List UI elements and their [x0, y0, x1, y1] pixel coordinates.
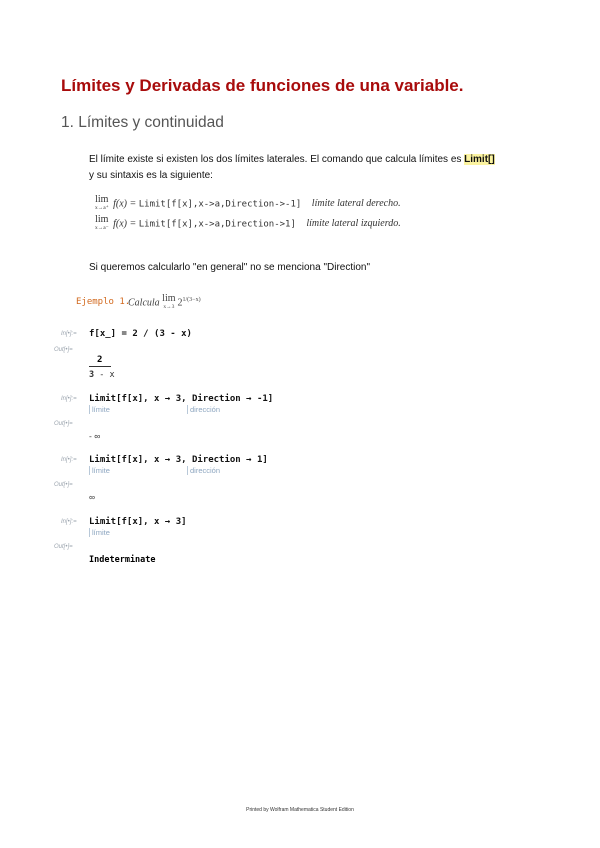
- formula-code: Limit[f[x],x->a,Direction->1]: [138, 219, 296, 230]
- example-text: Calcula: [128, 297, 160, 309]
- limit-command-highlight: Limit[]: [464, 154, 495, 165]
- fx-text: f(x) =: [113, 218, 139, 230]
- example-exponent: 1/(3−x): [182, 296, 201, 303]
- print-footer: Printed by Wolfram Mathematica Student Edition: [246, 807, 354, 813]
- section-heading: 1. Límites y continuidad: [61, 114, 224, 131]
- fraction-numerator: 2: [97, 355, 103, 365]
- output-result: ∞: [89, 492, 96, 502]
- output-label: Out[•]=: [54, 347, 73, 353]
- hint-limit: límite: [89, 528, 110, 537]
- example-statement: [128, 295, 201, 311]
- output-label: Out[•]=: [54, 421, 73, 427]
- formula-code: Limit[f[x],x->a,Direction->-1]: [138, 199, 302, 210]
- example-label: Ejemplo 1.: [76, 297, 131, 307]
- input-code-limit-left[interactable]: Limit[f[x], x → 3, Direction → 1]: [89, 455, 268, 465]
- hint-limit: límite: [89, 405, 110, 414]
- hint-direction: dirección: [187, 466, 220, 475]
- input-label: In[•]:=: [61, 519, 77, 525]
- general-note: Si queremos calcularlo "en general" no se menciona "Direction": [89, 262, 371, 273]
- fraction-denominator: 3 - x: [89, 370, 115, 380]
- example-lim: lim x→3: [162, 293, 176, 310]
- input-code-limit-general[interactable]: Limit[f[x], x → 3]: [89, 517, 187, 527]
- input-code-limit-right[interactable]: Limit[f[x], x → 3, Direction → -1]: [89, 394, 274, 404]
- formula-description: límite lateral derecho.: [311, 198, 401, 210]
- example-base: 2: [177, 297, 183, 309]
- output-label: Out[•]=: [54, 544, 73, 550]
- output-label: Out[•]=: [54, 482, 73, 488]
- lim-symbol: lim x→a⁻: [95, 214, 109, 231]
- output-result-indeterminate: Indeterminate: [89, 555, 156, 565]
- output-result: - ∞: [89, 431, 101, 441]
- hint-direction: dirección: [187, 405, 220, 414]
- input-label: In[•]:=: [61, 396, 77, 402]
- document-title: Límites y Derivadas de funciones de una variable.: [61, 76, 464, 95]
- lim-symbol: lim x→a⁺: [95, 194, 109, 211]
- hint-limit: límite: [89, 466, 110, 475]
- intro-line-2: y su sintaxis es la siguiente:: [89, 170, 213, 181]
- formula-description: límite lateral izquierdo.: [306, 218, 401, 230]
- input-label: In[•]:=: [61, 331, 77, 337]
- formula-left-limit: [95, 216, 401, 232]
- input-label: In[•]:=: [61, 457, 77, 463]
- fraction-bar: [89, 366, 111, 367]
- formula-right-limit: [95, 196, 401, 212]
- intro-text: El límite existe si existen los dos límites laterales. El comando que calcula límites es: [89, 154, 465, 165]
- intro-line-1: [89, 154, 495, 165]
- fx-text: f(x) =: [113, 198, 139, 210]
- input-code-define-f[interactable]: f[x_] = 2 / (3 - x): [89, 329, 192, 339]
